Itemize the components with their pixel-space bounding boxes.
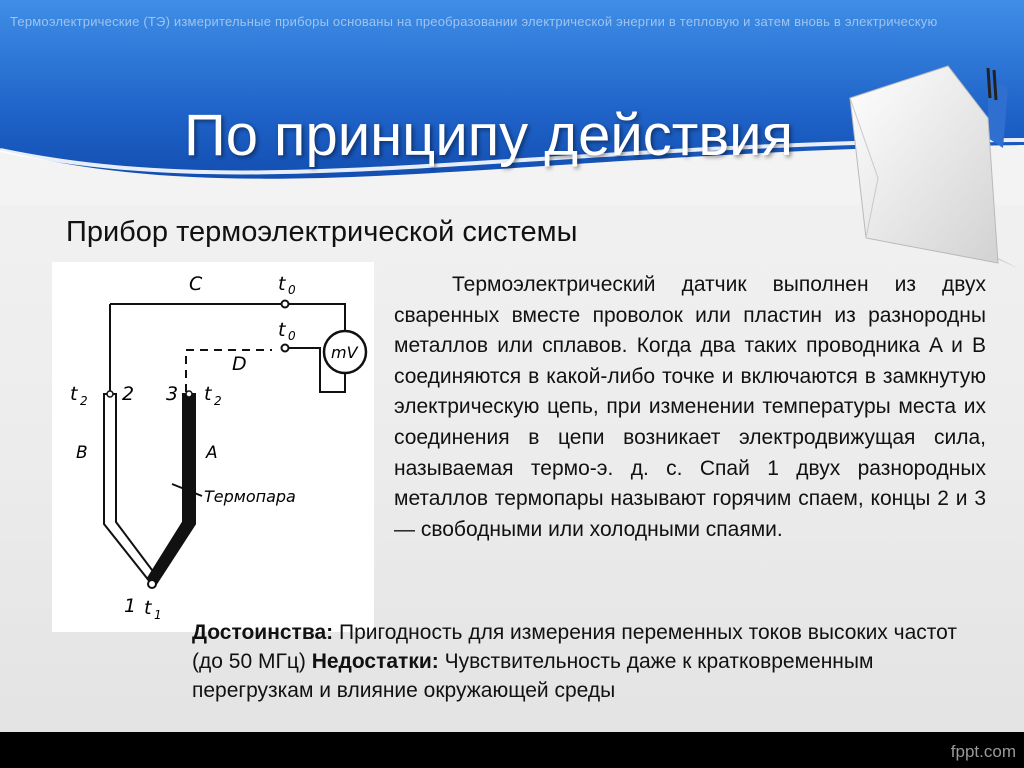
label-t1: t [144, 597, 152, 619]
footer-bar [0, 732, 1024, 768]
label-3: 3 [166, 383, 179, 405]
subtitle: Прибор термоэлектрической системы [66, 216, 578, 248]
advantages-text: Пригодность для измерения переменных токов высоких частот (до 50 МГц) [192, 621, 957, 673]
label-t0-top-sub: 0 [288, 283, 296, 297]
header-caption: Термоэлектрические (ТЭ) измерительные приборы основаны на преобразовании электрической энергии в тепловую и затем вновь в электрическую [10, 14, 938, 29]
page-title: По принципу действия [184, 103, 793, 168]
advantages-label: Достоинства: [192, 621, 334, 644]
label-b: B [76, 443, 88, 463]
label-1: 1 [124, 595, 137, 617]
label-thermocouple: Термопара [204, 487, 296, 506]
label-t0-top: t [278, 273, 286, 295]
footer-brand[interactable]: fppt.com [950, 742, 1016, 761]
label-t0-mid: t [278, 319, 286, 341]
pros-cons-text [192, 618, 992, 705]
label-d: D [232, 353, 247, 375]
label-t2-right: t [204, 383, 212, 405]
label-t2-right-sub: 2 [214, 394, 222, 408]
label-t2-left-sub: 2 [80, 394, 88, 408]
description-paragraph: Термоэлектрический датчик выполнен из двух сваренных вместе проволок или пластин из разнородны металлов или сплавов. Когда два таких проводника A и B соединяются в какой-либо точке и включаются в замкнутую электрическую цепь, при изменении температуры места их соединения в цепи возникает электродвижущая сила, называемая термо-э. д. с. Спай 1 двух разнородных металлов термопары называют горячим спаем, концы 2 и 3 — свободными или холодными спаями. [394, 273, 986, 541]
label-c: C [189, 273, 203, 295]
label-2: 2 [122, 383, 135, 405]
label-t1-sub: 1 [154, 608, 162, 622]
thermocouple-diagram [52, 262, 374, 632]
meter-label: mV [331, 343, 358, 362]
label-t0-mid-sub: 0 [288, 329, 296, 343]
paper-sheet-icon [838, 58, 1024, 268]
label-a: A [206, 443, 218, 463]
description-text [394, 270, 986, 545]
disadvantages-text: Чувствительность даже к кратковременным перегрузкам и влияние окружающей среды [192, 650, 874, 702]
label-t2-left: t [70, 383, 78, 405]
disadvantages-label: Недостатки: [311, 650, 439, 673]
